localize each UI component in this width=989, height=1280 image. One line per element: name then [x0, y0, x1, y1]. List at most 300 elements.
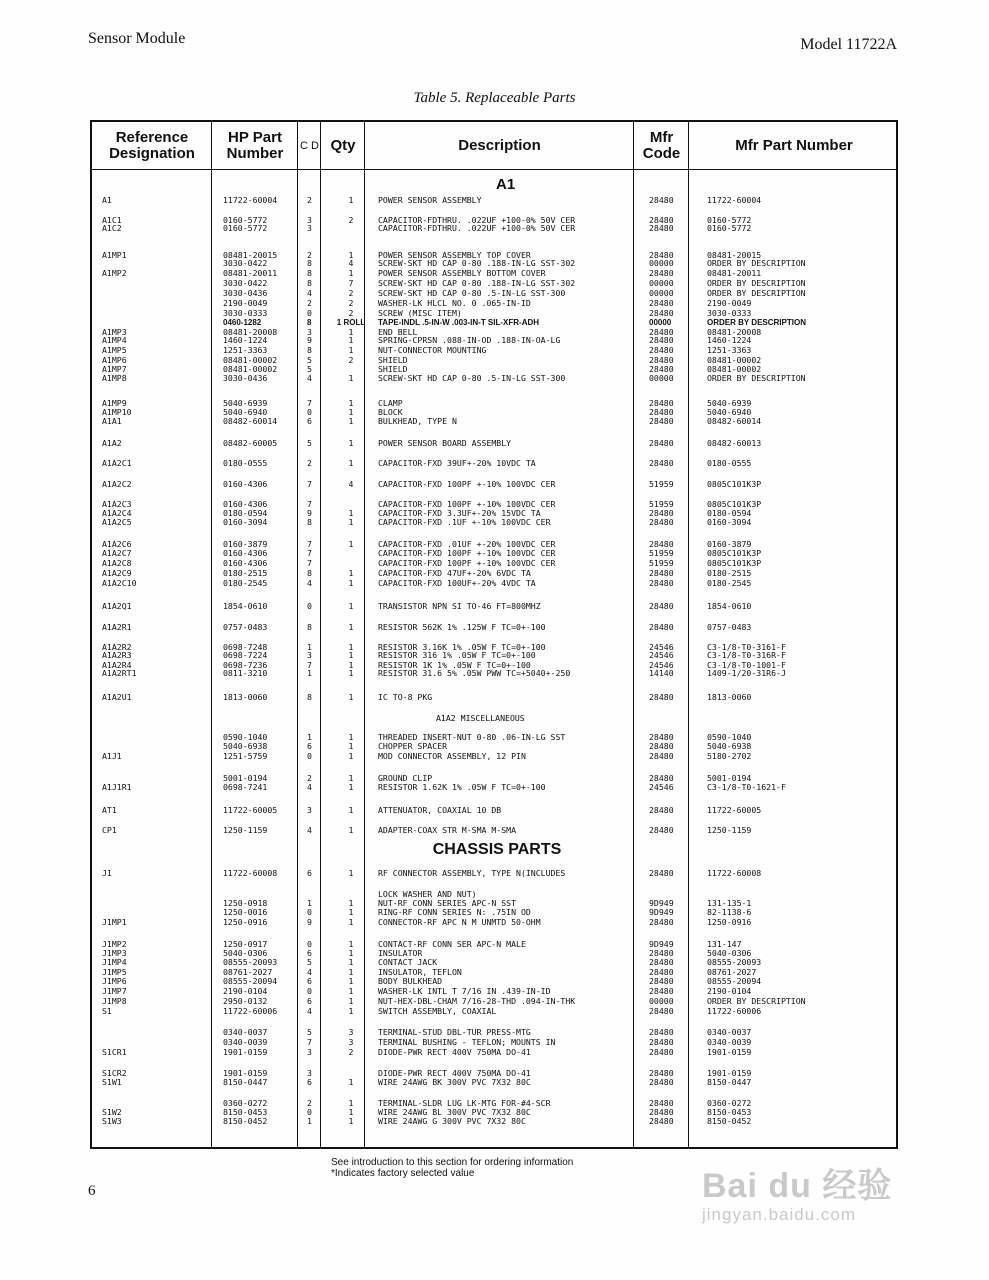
- cell-pn: 1250-0916: [707, 917, 752, 927]
- cell-pn: 8150-0447: [707, 1077, 752, 1087]
- cell-qty: 1: [348, 782, 354, 792]
- cell-ref: A1MP9: [102, 398, 127, 408]
- cell-pn: 1901-0159: [707, 1047, 752, 1057]
- cell-mfr: 28480: [649, 1037, 674, 1047]
- cell-desc: CAPACITOR-FXD .1UF +-10% 100VDC CER: [378, 517, 551, 527]
- col-header-cd: C D: [300, 139, 319, 152]
- cell-desc: SHIELD: [378, 355, 408, 365]
- cell-hp: 0698-7224: [223, 650, 268, 660]
- cell-cd: 4: [307, 825, 312, 835]
- cell-mfr: 28480: [649, 1098, 674, 1108]
- cell-mfr: 28480: [649, 345, 674, 355]
- cell-cd: 6: [307, 976, 312, 986]
- cell-desc: RESISTOR 1K 1% .05W F TC=0+-100: [378, 660, 531, 670]
- cell-mfr: 28480: [649, 355, 674, 365]
- cell-mfr: 28480: [649, 967, 674, 977]
- cell-hp: 5040-6940: [223, 407, 268, 417]
- cell-qty: 1: [348, 268, 354, 278]
- table-row: [92, 548, 898, 558]
- cell-qty: 1 ROLL: [336, 318, 366, 327]
- cell-desc: ADAPTER-COAX STR M-SMA M-SMA: [378, 825, 517, 835]
- table-row: [92, 1047, 898, 1057]
- cell-pn: 08481-00002: [707, 364, 762, 374]
- cell-pn: 0590-1040: [707, 732, 752, 742]
- cell-pn: 0340-0037: [707, 1027, 752, 1037]
- col-header-mfr-code: Mfr Code: [642, 129, 681, 162]
- cell-mfr: 28480: [649, 1068, 674, 1078]
- cell-mfr: 28480: [649, 195, 674, 205]
- cell-ref: A1A2RT1: [102, 668, 137, 678]
- cell-mfr: 00000: [649, 318, 672, 327]
- cell-pn: 82-1138-6: [707, 907, 752, 917]
- table-row: [92, 298, 898, 308]
- cell-qty: 1: [348, 986, 354, 996]
- cell-ref: S1: [102, 1006, 112, 1016]
- cell-qty: 2: [348, 298, 354, 308]
- section-heading-chassis: CHASSIS PARTS: [432, 841, 562, 858]
- cell-pn: 0160-3094: [707, 517, 752, 527]
- cell-pn: 11722-60006: [707, 1006, 762, 1016]
- cell-pn: 131-135-1: [707, 898, 752, 908]
- cell-mfr: 28480: [649, 416, 674, 426]
- table-row: [92, 568, 898, 578]
- cell-cd: 0: [307, 751, 312, 761]
- cell-cd: 8: [307, 318, 312, 327]
- cell-mfr: 28480: [649, 957, 674, 967]
- cell-cd: 6: [307, 416, 312, 426]
- cell-cd: 7: [307, 1037, 312, 1047]
- cell-pn: 5040-6938: [707, 741, 752, 751]
- cell-qty: 1: [348, 660, 354, 670]
- cell-qty: 1: [348, 996, 354, 1006]
- cell-qty: 1: [348, 917, 354, 927]
- cell-cd: 2: [307, 250, 312, 260]
- table-row: [92, 957, 898, 967]
- cell-mfr: 28480: [649, 805, 674, 815]
- cell-hp: 0160-5772: [223, 223, 268, 233]
- cell-hp: 3030-0422: [223, 278, 268, 288]
- cell-pn: 1409-1/20-31R6-J: [707, 668, 786, 678]
- cell-qty: 1: [348, 1006, 354, 1016]
- cell-qty: 1: [348, 458, 354, 468]
- cell-qty: 1: [348, 1077, 354, 1087]
- cell-cd: 2: [307, 298, 312, 308]
- cell-ref: A1MP7: [102, 364, 127, 374]
- table-row: [92, 479, 898, 489]
- cell-desc: NUT-HEX-DBL-CHAM 7/16-28-THD .094-IN-THK: [378, 996, 576, 1006]
- cell-qty: 7: [348, 278, 354, 288]
- cell-ref: A1MP6: [102, 355, 127, 365]
- cell-desc: POWER SENSOR ASSEMBLY BOTTOM COVER: [378, 268, 546, 278]
- cell-hp: 1251-5759: [223, 751, 268, 761]
- cell-hp: 1460-1224: [223, 335, 268, 345]
- cell-cd: 4: [307, 1006, 312, 1016]
- cell-qty: 2: [348, 308, 354, 318]
- cell-cd: 4: [307, 578, 312, 588]
- cell-mfr: 28480: [649, 517, 674, 527]
- cell-qty: 1: [348, 967, 354, 977]
- cell-mfr: 00000: [649, 258, 674, 268]
- table-row: [92, 345, 898, 355]
- page-number: 6: [88, 1183, 96, 1199]
- cell-desc: END BELL: [378, 327, 418, 337]
- cell-cd: 1: [307, 898, 312, 908]
- cell-pn: 08761-2027: [707, 967, 757, 977]
- cell-ref: A1A2C8: [102, 558, 132, 568]
- cell-hp: 3030-0422: [223, 258, 268, 268]
- cell-mfr: 9D949: [649, 907, 674, 917]
- cell-desc: SCREW-SKT HD CAP 0-80 .5-IN-LG SST-300: [378, 288, 566, 298]
- watermark-logo: Bai du 经验: [702, 1167, 893, 1205]
- cell-hp: 0160-4306: [223, 558, 268, 568]
- cell-mfr: 24546: [649, 660, 674, 670]
- cell-cd: 2: [307, 773, 312, 783]
- cell-desc: CAPACITOR-FXD .01UF +-20% 100VDC CER: [378, 539, 556, 549]
- cell-mfr: 28480: [649, 917, 674, 927]
- cell-mfr: 51959: [649, 499, 674, 509]
- table-row: [92, 601, 898, 611]
- cell-pn: 0805C101K3P: [707, 479, 762, 489]
- cell-pn: 131-147: [707, 939, 742, 949]
- cell-ref: A1A2U1: [102, 692, 132, 702]
- cell-hp: 8150-0453: [223, 1107, 268, 1117]
- cell-cd: 3: [307, 1047, 312, 1057]
- cell-ref: A1C1: [102, 215, 122, 225]
- cell-desc: ATTENUATOR, COAXIAL 10 DB: [378, 805, 502, 815]
- cell-ref: A1A2C5: [102, 517, 132, 527]
- cell-mfr: 28480: [649, 327, 674, 337]
- cell-pn: 1460-1224: [707, 335, 752, 345]
- cell-desc: RESISTOR 31.6 5% .05W PWW TC=+5040+-250: [378, 668, 571, 678]
- cell-pn: C3-1/8-T0-1621-F: [707, 782, 786, 792]
- cell-desc: BLOCK: [378, 407, 403, 417]
- cell-qty: 1: [348, 373, 354, 383]
- cell-pn: 2190-0049: [707, 298, 752, 308]
- cell-mfr: 28480: [649, 868, 674, 878]
- cell-ref: A1A2C9: [102, 568, 132, 578]
- cell-pn: 08482-60014: [707, 416, 762, 426]
- cell-mfr: 28480: [649, 458, 674, 468]
- cell-desc: DIODE-PWR RECT 400V 750MA DO-41: [378, 1047, 531, 1057]
- cell-hp: 1250-1159: [223, 825, 268, 835]
- cell-cd: 4: [307, 782, 312, 792]
- cell-ref: A1MP2: [102, 268, 127, 278]
- cell-qty: 1: [348, 668, 354, 678]
- cell-desc: POWER SENSOR BOARD ASSEMBLY: [378, 438, 512, 448]
- cell-ref: S1W1: [102, 1077, 122, 1087]
- cell-desc: RESISTOR 3.16K 1% .05W F TC=0+-100: [378, 642, 546, 652]
- cell-qty: 1: [348, 407, 354, 417]
- cell-pn: 0180-2545: [707, 578, 752, 588]
- cell-qty: 2: [348, 1047, 354, 1057]
- cell-hp: 0180-2515: [223, 568, 268, 578]
- cell-qty: 1: [348, 868, 354, 878]
- cell-qty: 1: [348, 578, 354, 588]
- cell-cd: 1: [307, 642, 312, 652]
- table-row: [92, 558, 898, 568]
- cell-desc: CONTACT-RF CONN SER APC-N MALE: [378, 939, 526, 949]
- cell-pn: ORDER BY DESCRIPTION: [707, 278, 806, 288]
- cell-hp: 3030-0436: [223, 373, 268, 383]
- table-row: [92, 458, 898, 468]
- cell-cd: 7: [307, 398, 312, 408]
- cell-hp: 3030-0333: [223, 308, 268, 318]
- cell-ref: A1C2: [102, 223, 122, 233]
- cell-hp: 08555-20093: [223, 957, 278, 967]
- cell-hp: 08481-00002: [223, 364, 278, 374]
- cell-pn: 3030-0333: [707, 308, 752, 318]
- cell-qty: 3: [348, 1027, 354, 1037]
- table-row: [92, 782, 898, 792]
- cell-cd: 7: [307, 499, 312, 509]
- cell-cd: 7: [307, 548, 312, 558]
- cell-qty: 1: [348, 622, 354, 632]
- cell-qty: 1: [348, 907, 354, 917]
- cell-desc: CONNECTOR-RF APC N M UNMTD 50-OHM: [378, 917, 541, 927]
- col-header-hp-part: HP Part Number: [226, 129, 284, 162]
- cell-pn: C3-1/8-T0-1001-F: [707, 660, 786, 670]
- cell-pn: ORDER BY DESCRIPTION: [707, 996, 806, 1006]
- cell-cd: 6: [307, 996, 312, 1006]
- cell-mfr: 28480: [649, 773, 674, 783]
- cell-hp: 08482-60014: [223, 416, 278, 426]
- cell-desc: GROUND CLIP: [378, 773, 433, 783]
- cell-qty: 1: [348, 195, 354, 205]
- cell-pn: 0340-0039: [707, 1037, 752, 1047]
- cell-mfr: 00000: [649, 373, 674, 383]
- cell-ref: A1MP8: [102, 373, 127, 383]
- cell-pn: 0180-2515: [707, 568, 752, 578]
- cell-hp: 0340-0039: [223, 1037, 268, 1047]
- cell-mfr: 14140: [649, 668, 674, 678]
- cell-hp: 0698-7241: [223, 782, 268, 792]
- cell-cd: 8: [307, 517, 312, 527]
- cell-desc: DIODE-PWR RECT 400V 750MA DO-41: [378, 1068, 531, 1078]
- cell-pn: 08481-20011: [707, 268, 762, 278]
- table-row: [92, 976, 898, 986]
- cell-cd: 7: [307, 479, 312, 489]
- table-row: [92, 996, 898, 1006]
- cell-desc: WIRE 24AWG G 300V PVC 7X32 80C: [378, 1116, 526, 1126]
- cell-mfr: 28480: [649, 1027, 674, 1037]
- cell-qty: 1: [348, 508, 354, 518]
- table-row: [92, 668, 898, 678]
- cell-hp: 1250-0917: [223, 939, 268, 949]
- cell-hp: 0340-0037: [223, 1027, 268, 1037]
- cell-desc: RESISTOR 1.62K 1% .05W F TC=0+-100: [378, 782, 546, 792]
- cell-cd: 0: [307, 407, 312, 417]
- cell-mfr: 28480: [649, 568, 674, 578]
- cell-mfr: 28480: [649, 364, 674, 374]
- cell-desc: CAPACITOR-FXD 100UF+-20% 4VDC TA: [378, 578, 536, 588]
- cell-cd: 5: [307, 1027, 312, 1037]
- cell-cd: 9: [307, 508, 312, 518]
- cell-ref: J1MP8: [102, 996, 127, 1006]
- cell-hp: 8150-0452: [223, 1116, 268, 1126]
- cell-desc: WASHER-LK INTL T 7/16 IN .439-IN-ID: [378, 986, 551, 996]
- cell-pn: C3-1/8-T0-3161-F: [707, 642, 786, 652]
- cell-ref: A1A2Q1: [102, 601, 132, 611]
- cell-qty: 2: [348, 215, 354, 225]
- cell-desc: CAPACITOR-FXD 100PF +-10% 100VDC CER: [378, 499, 556, 509]
- cell-ref: A1A2: [102, 438, 122, 448]
- cell-qty: 1: [348, 805, 354, 815]
- cell-ref: J1MP5: [102, 967, 127, 977]
- cell-mfr: 28480: [649, 1107, 674, 1117]
- cell-hp: 08481-00002: [223, 355, 278, 365]
- cell-hp: 5040-6939: [223, 398, 268, 408]
- cell-hp: 3030-0436: [223, 288, 268, 298]
- cell-hp: 5040-6938: [223, 741, 268, 751]
- cell-desc: WIRE 24AWG BK 300V PVC 7X32 80C: [378, 1077, 531, 1087]
- cell-hp: 08482-60005: [223, 438, 278, 448]
- cell-ref: S1W2: [102, 1107, 122, 1117]
- cell-desc: TRANSISTOR NPN SI TO-46 FT=800MHZ: [378, 601, 541, 611]
- table-row: [92, 416, 898, 426]
- cell-pn: 0160-5772: [707, 215, 752, 225]
- cell-pn: 5040-0306: [707, 948, 752, 958]
- cell-cd: 0: [307, 986, 312, 996]
- cell-cd: 6: [307, 741, 312, 751]
- cell-hp: 0180-0594: [223, 508, 268, 518]
- cell-mfr: 9D949: [649, 898, 674, 908]
- cell-ref: A1J1: [102, 751, 122, 761]
- footnote-line: *Indicates factory selected value: [331, 1168, 475, 1179]
- cell-mfr: 28480: [649, 438, 674, 448]
- cell-desc: BODY BULKHEAD: [378, 976, 443, 986]
- cell-desc: LOCK WASHER AND NUT): [378, 889, 477, 899]
- cell-qty: 1: [348, 898, 354, 908]
- cell-cd: 7: [307, 660, 312, 670]
- cell-ref: A1A2C7: [102, 548, 132, 558]
- cell-qty: 1: [348, 601, 354, 611]
- cell-pn: 08481-20008: [707, 327, 762, 337]
- cell-qty: 2: [348, 355, 354, 365]
- cell-pn: 08481-20015: [707, 250, 762, 260]
- cell-ref: J1MP4: [102, 957, 127, 967]
- cell-pn: 0805C101K3P: [707, 499, 762, 509]
- cell-qty: 1: [348, 773, 354, 783]
- cell-ref: S1CR2: [102, 1068, 127, 1078]
- cell-mfr: 28480: [649, 223, 674, 233]
- col-header-mfr-part: Mfr Part Number: [735, 137, 853, 154]
- cell-qty: 2: [348, 288, 354, 298]
- table-row: [92, 805, 898, 815]
- cell-mfr: 28480: [649, 250, 674, 260]
- cell-pn: 0360-0272: [707, 1098, 752, 1108]
- table-row: [92, 986, 898, 996]
- cell-desc: MOD CONNECTOR ASSEMBLY, 12 PIN: [378, 751, 526, 761]
- cell-qty: 1: [348, 650, 354, 660]
- table-row: [92, 622, 898, 632]
- cell-mfr: 24546: [649, 650, 674, 660]
- cell-ref: A1A2C3: [102, 499, 132, 509]
- cell-hp: 0590-1040: [223, 732, 268, 742]
- cell-hp: 1901-0159: [223, 1068, 268, 1078]
- cell-desc: SCREW-SKT HD CAP 0-80 .188-IN-LG SST-302: [378, 278, 576, 288]
- cell-ref: A1J1R1: [102, 782, 132, 792]
- cell-desc: CONTACT JACK: [378, 957, 438, 967]
- cell-pn: ORDER BY DESCRIPTION: [707, 318, 806, 327]
- cell-mfr: 28480: [649, 732, 674, 742]
- table-row: [92, 868, 898, 878]
- table-row: [92, 825, 898, 835]
- cell-mfr: 9D949: [649, 939, 674, 949]
- cell-desc: CAPACITOR-FXD 100PF +-10% 100VDC CER: [378, 558, 556, 568]
- cell-mfr: 28480: [649, 948, 674, 958]
- cell-qty: 1: [348, 335, 354, 345]
- cell-ref: A1A2R1: [102, 622, 132, 632]
- cell-qty: 1: [348, 939, 354, 949]
- cell-qty: 1: [348, 642, 354, 652]
- cell-mfr: 28480: [649, 1116, 674, 1126]
- cell-pn: 1251-3363: [707, 345, 752, 355]
- cell-hp: 0160-4306: [223, 548, 268, 558]
- cell-mfr: 51959: [649, 479, 674, 489]
- cell-hp: 11722-60005: [223, 805, 278, 815]
- cell-cd: 4: [307, 967, 312, 977]
- cell-mfr: 28480: [649, 308, 674, 318]
- table-row: [92, 335, 898, 345]
- cell-cd: 5: [307, 438, 312, 448]
- cell-ref: A1MP1: [102, 250, 127, 260]
- cell-desc: CAPACITOR-FXD 100PF +-10% 100VDC CER: [378, 479, 556, 489]
- cell-qty: 1: [348, 1107, 354, 1117]
- cell-pn: 0160-5772: [707, 223, 752, 233]
- cell-cd: 8: [307, 268, 312, 278]
- cell-ref: CP1: [102, 825, 117, 835]
- cell-mfr: 28480: [649, 398, 674, 408]
- table-row: [92, 373, 898, 383]
- cell-pn: 0180-0594: [707, 508, 752, 518]
- cell-pn: C3-1/8-T0-316R-F: [707, 650, 786, 660]
- cell-hp: 0460-1282: [223, 318, 262, 327]
- cell-pn: 5040-6940: [707, 407, 752, 417]
- cell-desc: SWITCH ASSEMBLY, COAXIAL: [378, 1006, 497, 1016]
- cell-hp: 11722-60008: [223, 868, 278, 878]
- col-header-qty: Qty: [330, 137, 356, 154]
- cell-mfr: 28480: [649, 539, 674, 549]
- cell-qty: 1: [348, 957, 354, 967]
- table-row: [92, 278, 898, 288]
- cell-cd: 3: [307, 223, 312, 233]
- cell-qty: 1: [348, 438, 354, 448]
- cell-hp: 1250-0016: [223, 907, 268, 917]
- cell-desc: THREADED INSERT-NUT 0-80 .06-IN-LG SST: [378, 732, 566, 742]
- table-row: [92, 578, 898, 588]
- cell-cd: 9: [307, 335, 312, 345]
- cell-cd: 3: [307, 215, 312, 225]
- cell-pn: 08481-00002: [707, 355, 762, 365]
- cell-desc: RESISTOR 316 1% .05W F TC=0+-100: [378, 650, 536, 660]
- cell-pn: 0805C101K3P: [707, 548, 762, 558]
- cell-cd: 5: [307, 355, 312, 365]
- cell-mfr: 28480: [649, 825, 674, 835]
- cell-qty: 1: [348, 692, 354, 702]
- cell-cd: 0: [307, 1107, 312, 1117]
- cell-desc: BULKHEAD, TYPE N: [378, 416, 457, 426]
- cell-desc: SCREW-SKT HD CAP 0-80 .5-IN-LG SST-300: [378, 373, 566, 383]
- cell-mfr: 24546: [649, 782, 674, 792]
- cell-desc: CAPACITOR-FXD 39UF+-20% 10VDC TA: [378, 458, 536, 468]
- cell-ref: J1: [102, 868, 112, 878]
- cell-qty: 1: [348, 250, 354, 260]
- footnote: [331, 1157, 573, 1179]
- table-row: [92, 1027, 898, 1037]
- cell-desc: SHIELD: [378, 364, 408, 374]
- header-divider: [92, 169, 896, 170]
- cell-qty: 4: [348, 258, 354, 268]
